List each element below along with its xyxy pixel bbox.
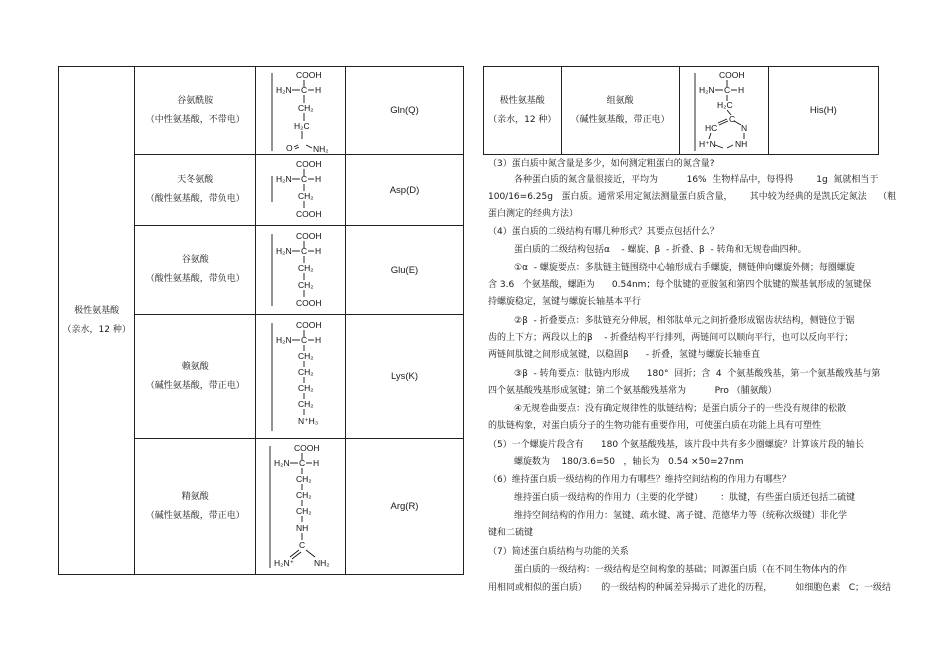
amino-acid-abbr: His(H): [768, 67, 878, 155]
struct-alpha: C: [298, 457, 305, 468]
struct-alpha: C: [300, 174, 307, 184]
asp-structure-diagram: [266, 158, 336, 222]
paragraph-line: 蛋白质的一级结构：一级结构是空间构象的基础；同源蛋白质（在不同生物体内的作: [514, 565, 848, 575]
category-label: 极性氨基酸: [499, 95, 545, 106]
paragraph-line: 各种蛋白质的氮含量很接近，平均为 16% 生物样品中，每得得 1g 氮就相当于: [514, 175, 879, 185]
struct-nh: NH: [295, 522, 308, 533]
structure-cell: [256, 439, 346, 575]
question-heading: （5）一个螺旋片段含有 180 个氨基酸残基，该片段中共有多少圈螺旋？计算该片段的轴长: [488, 440, 864, 450]
his-structure-diagram: [689, 69, 759, 153]
paragraph-line: ③β - 转角要点：肽链内形成 180° 回折；含 4 个氨基酸残基，第一个氨基酸残基与第: [514, 369, 881, 379]
struct-chain: H₂C: [293, 120, 310, 131]
paragraph-line: 齿的上下方；两段以上的β - 折叠结构平行排列，两链间可以顺向平行，也可以反向平行；: [488, 333, 854, 343]
right-amino-acid-table: [483, 66, 879, 155]
struct-left: H₂N: [698, 84, 715, 95]
struct-h: H: [314, 84, 321, 95]
struct-top: COOH: [295, 69, 322, 80]
gln-structure-diagram: [266, 69, 336, 153]
question-heading: （6）维持蛋白质一级结构的作用力有哪些？维持空间结构的作用力有哪些？: [488, 475, 791, 485]
struct-left: H₂N: [275, 334, 292, 345]
paragraph-line: 螺旋数为 180/3.6=50 ，轴长为 0.54 ×50=27nm: [514, 457, 744, 467]
name-cell: [561, 67, 679, 155]
amino-acid-desc: （酸性氨基酸，带负电）: [145, 194, 245, 204]
struct-left: H₂N: [275, 84, 292, 95]
struct-bottom: N⁺H₃: [297, 415, 318, 426]
structure-cell: [256, 315, 346, 439]
glu-structure-diagram: [266, 230, 336, 310]
struct-end-left: O: [285, 142, 293, 153]
paragraph-line: ①α - 螺旋要点：多肽链主链围绕中心轴形成右手螺旋，侧链伸向螺旋外侧；每圈螺旋: [514, 263, 855, 273]
name-cell: [135, 226, 256, 315]
struct-top: COOH: [295, 159, 322, 169]
ring-br: NH: [734, 138, 747, 149]
amino-acid-name: 赖氨酸: [181, 361, 209, 372]
struct-chain: CH₂: [295, 489, 312, 500]
asp-structure: [256, 158, 345, 222]
struct-chain: CH₂: [297, 263, 314, 273]
lys-structure: [256, 319, 345, 435]
struct-chain: CH₂: [297, 102, 314, 113]
struct-end-right: NH₂: [313, 557, 330, 568]
ring-bl: H⁺N: [698, 138, 716, 149]
amino-acid-name: 精氨酸: [181, 491, 209, 502]
amino-acid-desc: （酸性氨基酸，带负电）: [145, 274, 245, 284]
amino-acid-abbr: Glu(E): [345, 226, 463, 315]
structure-cell: [256, 155, 346, 226]
amino-acid-desc: （碱性氨基酸，带正电）: [570, 114, 670, 125]
structure-cell: [256, 226, 346, 315]
struct-alpha: C: [300, 84, 307, 95]
amino-acid-desc: （碱性氨基酸，带正电）: [145, 510, 245, 521]
struct-chain: CH₂: [297, 191, 314, 201]
ring-left: HC: [704, 122, 717, 133]
paragraph-line: 两链间肽键之间形成氢键，以稳固β - 折叠，氢键与螺旋长轴垂直: [488, 350, 761, 360]
amino-acid-desc: （中性氨基酸，不带电）: [145, 114, 245, 125]
struct-bottom: COOH: [295, 298, 322, 308]
struct-left: H₂N: [273, 457, 290, 468]
question-heading: （3）蛋白质中氮含量是多少，如何测定粗蛋白的氮含量?: [488, 159, 715, 169]
paragraph-line: 用相同或相似的蛋白质） 的一级结构的种属差异揭示了进化的历程， 如细胞色素 C；一级结: [488, 583, 892, 593]
struct-chain: CH₂: [297, 350, 314, 361]
category-cell: [59, 67, 135, 575]
struct-chain: CH₂: [295, 505, 312, 516]
struct-c: C: [298, 539, 305, 550]
category-note: （亲水，12 种）: [488, 114, 557, 125]
question-heading: （7）简述蛋白质结构与功能的关系: [488, 547, 629, 557]
glu-structure: [256, 230, 345, 310]
category-cell: [484, 67, 562, 155]
struct-h: H: [312, 457, 319, 468]
left-amino-acid-table: [58, 66, 464, 575]
paragraph-line: ④无规卷曲要点：没有确定规律性的肽链结构；是蛋白质分子的一些没有规律的松散: [514, 404, 847, 414]
ring-top: C: [728, 113, 735, 124]
amino-acid-abbr: Lys(K): [345, 315, 463, 439]
amino-acid-abbr: Gln(Q): [345, 67, 463, 155]
paragraph-line: 持螺旋稳定，氢键与螺旋长轴基本平行: [488, 297, 642, 307]
paragraph-line: 四个氨基酸残基形成氢键；第二个氨基酸残基常为 Pro （脯氨酸）: [488, 386, 777, 396]
struct-h: H: [314, 246, 321, 256]
question-heading: （4）蛋白质的二级结构有哪几种形式？其要点包括什么？: [488, 227, 719, 237]
name-cell: [135, 67, 256, 155]
struct-alpha: C: [723, 84, 730, 95]
arg-structure-diagram: [264, 442, 338, 572]
struct-end-left: H₂N⁺: [273, 557, 294, 568]
amino-acid-name: 组氨酸: [606, 95, 634, 106]
struct-chain: CH₂: [295, 473, 312, 484]
arg-structure: [256, 442, 345, 572]
struct-alpha: C: [300, 246, 307, 256]
category-note: （亲水，12 种）: [62, 324, 131, 335]
paragraph-line: 维持空间结构的作用力：氢键、疏水键、离子键、范德华力等（统称次级键）非化学: [514, 511, 848, 521]
lys-structure-diagram: [266, 319, 336, 435]
name-cell: [135, 439, 256, 575]
struct-top: COOH: [295, 319, 322, 330]
amino-acid-name: 天冬氨酸: [177, 175, 214, 185]
amino-acid-abbr: Asp(D): [345, 155, 463, 226]
struct-h: H: [737, 84, 744, 95]
struct-chain: CH₂: [297, 382, 314, 393]
paragraph-line: ②β - 折叠要点：多肽链充分伸展，相邻肽单元之间折叠形成锯齿状结构，侧链位于锯: [514, 316, 855, 326]
ring-right: N: [740, 122, 747, 133]
structure-cell: [256, 67, 346, 155]
gln-structure: [256, 69, 345, 153]
struct-top: COOH: [293, 442, 320, 453]
struct-alpha: C: [300, 334, 307, 345]
struct-chain: CH₂: [297, 366, 314, 377]
paragraph-line: 的肽链构象，对蛋白质分子的生物功能有重要作用，可使蛋白质在功能上具有可塑性: [488, 421, 822, 431]
amino-acid-name: 谷氨酰胺: [177, 95, 214, 106]
structure-cell: [679, 67, 768, 155]
struct-top: COOH: [295, 231, 322, 241]
struct-chain: CH₂: [297, 398, 314, 409]
amino-acid-desc: （碱性氨基酸，带正电）: [145, 380, 245, 391]
struct-bottom: COOH: [295, 209, 322, 219]
struct-chain: H₂C: [716, 99, 733, 110]
amino-acid-abbr: Arg(R): [345, 439, 463, 575]
struct-left: H₂N: [275, 246, 292, 256]
paragraph-line: 维持蛋白质一级结构的作用力（主要的化学键） ：肽键，有些蛋白质还包括二硫键: [514, 493, 856, 503]
paragraph-line: 蛋白测定的经典方法）: [488, 209, 579, 219]
paragraph-line: 键和二硫键: [488, 528, 534, 538]
amino-acid-name: 谷氨酸: [181, 255, 209, 265]
struct-top: COOH: [718, 69, 745, 80]
struct-end-right: NH₂: [312, 143, 329, 153]
struct-h: H: [314, 334, 321, 345]
name-cell: [135, 315, 256, 439]
his-structure: [680, 69, 768, 153]
struct-left: H₂N: [275, 174, 292, 184]
paragraph-line: 含 3.6 个氨基酸，螺距为 0.54nm；每个肽键的亚胺氢和第四个肽键的羰基氧形成的氢键保: [488, 280, 872, 290]
struct-h: H: [314, 174, 321, 184]
name-cell: [135, 155, 256, 226]
category-label: 极性氨基酸: [74, 305, 120, 316]
struct-chain: CH₂: [297, 280, 314, 290]
paragraph-line: 蛋白质的二级结构包括α - 螺旋、β - 折叠、β - 转角和无规卷曲四种。: [514, 245, 807, 255]
paragraph-line: 100/16=6.25g 蛋白质。通常采用定氮法测量蛋白质含量， 其中较为经典的是凯氏定氮法 （粗: [488, 192, 897, 202]
